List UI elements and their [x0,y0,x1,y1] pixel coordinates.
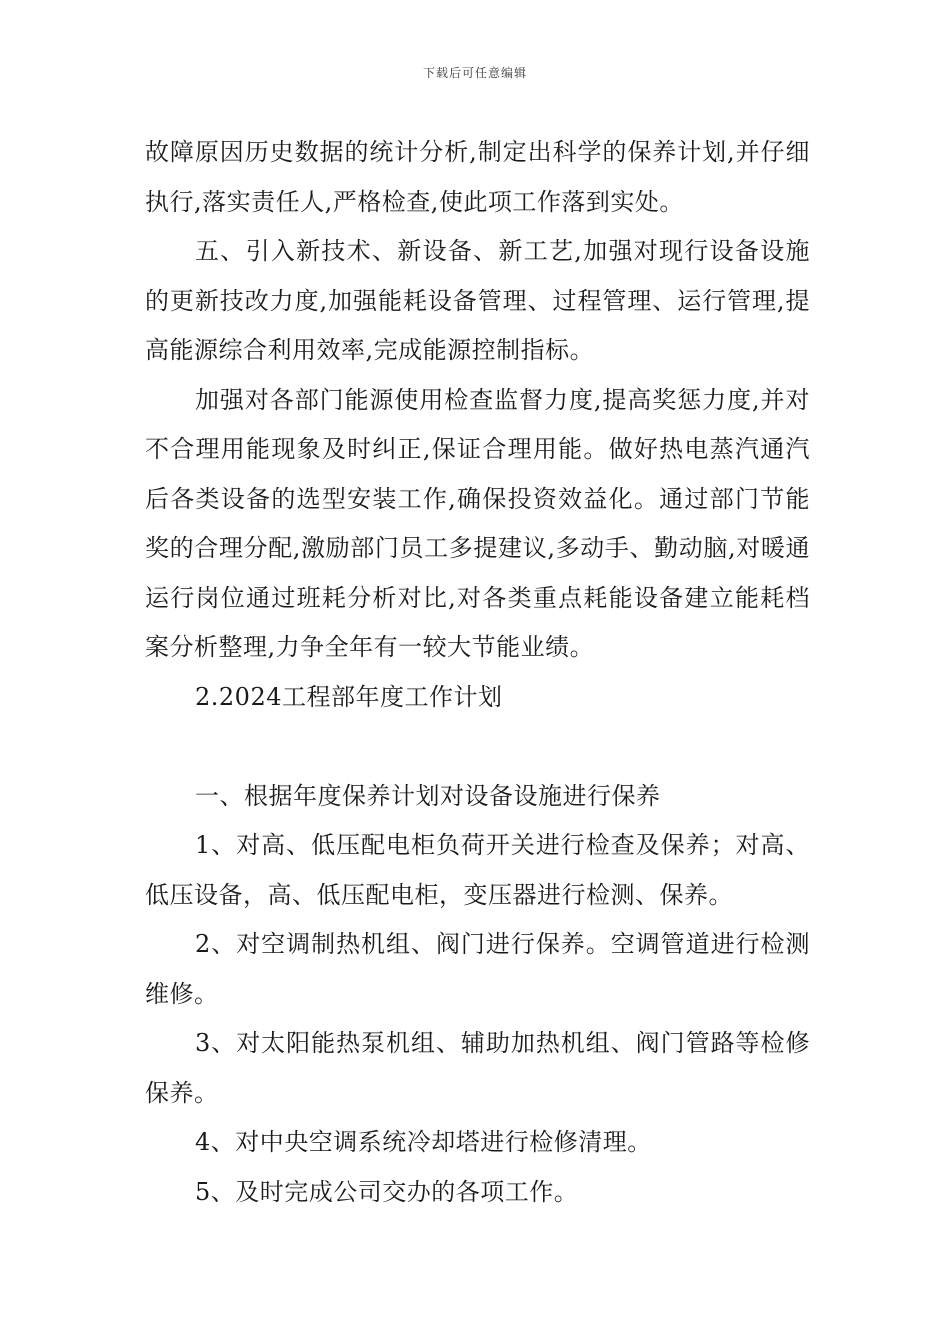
section-heading-annual-plan: 2.2024工程部年度工作计划 [195,682,503,711]
document-body [145,128,810,1217]
list-item-4: 4、对中央空调系统冷却塔进行检修清理。 [195,1128,652,1156]
list-item-1: 1、对高、低压配电柜负荷开关进行检查及保养；对高、低压设备，高、低压配电柜，变压器进行检测、保养。 [145,831,810,909]
list-item-2: 2、对空调制热机组、阀门进行保养。空调管道进行检测维修。 [145,930,810,1008]
header-note: 下载后可任意编辑 [422,66,527,80]
list-item-5: 5、及时完成公司交办的各项工作。 [195,1177,579,1206]
paragraph-maintenance-heading: 一、根据年度保养计划对设备设施进行保养 [195,781,661,810]
paragraph-section-five: 五、引入新技术、新设备、新工艺,加强对现行设备设施的更新技改力度,加强能耗设备管理、过程管理、运行管理,提高能源综合利用效率,完成能源控制指标。 [145,237,810,364]
list-item-3: 3、对太阳能热泵机组、辅助加热机组、阀门管路等检修保养。 [145,1029,810,1107]
blank-line [145,722,810,772]
paragraph-continuation: 故障原因历史数据的统计分析,制定出科学的保养计划,并仔细执行,落实责任人,严格检查,使此项工作落到实处。 [145,138,810,216]
paragraph-energy-supervision: 加强对各部门能源使用检查监督力度,提高奖惩力度,并对不合理用能现象及时纠正,保证合理用能。做好热电蒸汽通汽后各类设备的选型安装工作,确保投资效益化。通过部门节能奖的合理分配,激励部门员工多提建议,多动手、勤动脑,对暖通运行岗位通过班耗分析对比,对各类重点耗能设备建立能耗档案分析整理,力争全年有一较大节能业绩。 [145,385,810,661]
